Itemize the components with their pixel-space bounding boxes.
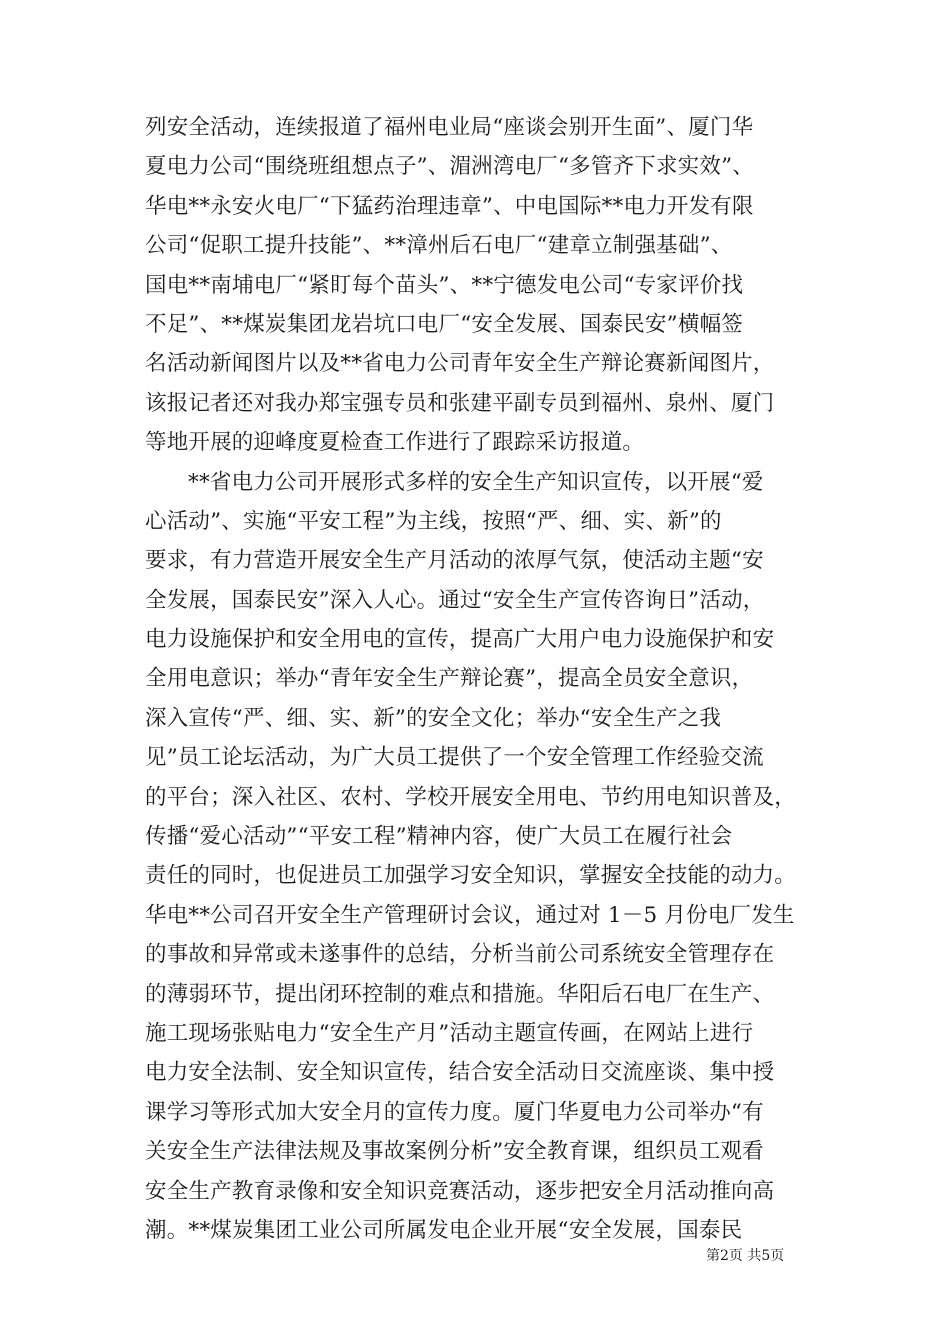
page-suffix: 页 bbox=[770, 1248, 785, 1264]
document-body bbox=[145, 108, 825, 1250]
page-number-footer bbox=[706, 1246, 784, 1266]
text-line: 见”员工论坛活动，为广大员工提供了一个安全管理工作经验交流 bbox=[145, 745, 764, 771]
text-line: 的薄弱环节，提出闭环控制的难点和措施。华阳后石电厂在生产、 bbox=[145, 981, 775, 1007]
text-line: 关安全生产法律法规及事故案例分析”安全教育课，组织员工观看 bbox=[145, 1139, 764, 1165]
text-line: 列安全活动，连续报道了福州电业局“座谈会别开生面”、厦门华 bbox=[145, 115, 754, 140]
page-middle: 页 共 bbox=[728, 1248, 762, 1264]
text-line: 责任的同时，也促进员工加强学习安全知识，掌握安全技能的动力。 bbox=[145, 863, 797, 889]
text-line: 电力安全法制、安全知识宣传，结合安全活动日交流座谈、集中授 bbox=[145, 1060, 775, 1086]
paragraph-1 bbox=[145, 108, 825, 463]
text-line: 潮。**煤炭集团工业公司所属发电企业开展“安全发展，国泰民 bbox=[145, 1217, 743, 1243]
text-line: 安全生产教育录像和安全知识竞赛活动，逐步把安全月活动推向高 bbox=[145, 1178, 775, 1204]
text-line: 全发展，国泰民安”深入人心。通过“安全生产宣传咨询日”活动， bbox=[145, 587, 765, 613]
text-line: 深入宣传“严、细、实、新”的安全文化；举办“安全生产之我 bbox=[145, 705, 722, 731]
page-total: 5 bbox=[761, 1248, 771, 1264]
text-line: 全用电意识；举办“青年安全生产辩论赛”，提高全员安全意识， bbox=[145, 666, 754, 692]
page-current: 2 bbox=[720, 1248, 729, 1264]
text-line: 电力设施保护和安全用电的宣传，提高广大用户电力设施保护和安 bbox=[145, 627, 775, 653]
page-prefix: 第 bbox=[706, 1248, 720, 1264]
text-line: 名活动新闻图片以及**省电力公司青年安全生产辩论赛新闻图片， bbox=[145, 351, 775, 377]
text-line: 不足”、**煤炭集团龙岩坑口电厂“安全发展、国泰民安”横幅签 bbox=[145, 311, 743, 337]
text-line: 课学习等形式加大安全月的宣传力度。厦门华夏电力公司举办“有 bbox=[145, 1099, 764, 1125]
text-line: 的事故和异常或未遂事件的总结，分析当前公司系统安全管理存在 bbox=[145, 942, 775, 968]
text-line: 的平台；深入社区、农村、学校开展安全用电、节约用电知识普及， bbox=[145, 784, 797, 810]
text-line: 国电**南埔电厂“紧盯每个苗头”、**宁德发电公司“专家评价找 bbox=[145, 272, 744, 298]
text-line: 等地开展的迎峰度夏检查工作进行了跟踪采访报道。 bbox=[145, 430, 645, 456]
text-line: 华电**永安火电厂“下猛药治理违章”、中电国际**电力开发有限 bbox=[145, 193, 754, 219]
text-line: 该报记者还对我办郑宝强专员和张建平副专员到福州、泉州、厦门 bbox=[145, 390, 775, 416]
text-line: 施工现场张贴电力“安全生产月”活动主题宣传画，在网站上进行 bbox=[145, 1020, 754, 1046]
text-line: 心活动”、实施“平安工程”为主线，按照“严、细、实、新”的 bbox=[145, 508, 722, 534]
text-line: **省电力公司开展形式多样的安全生产知识宣传，以开展“爱 bbox=[188, 469, 764, 495]
paragraph-2 bbox=[145, 463, 825, 1251]
text-line: 公司“促职工提升技能”、**漳州后石电厂“建章立制强基础”、 bbox=[145, 233, 733, 259]
text-line: 要求，有力营造开展安全生产月活动的浓厚气氛，使活动主题“安 bbox=[145, 548, 764, 574]
text-line: 华电**公司召开安全生产管理研讨会议，通过对 1－5 月份电厂发生 bbox=[145, 902, 795, 928]
text-line: 夏电力公司“围绕班组想点子”、湄洲湾电厂“多管齐下求实效”、 bbox=[145, 154, 754, 180]
text-line: 传播“爱心活动”“平安工程”精神内容，使广大员工在履行社会 bbox=[145, 824, 733, 850]
